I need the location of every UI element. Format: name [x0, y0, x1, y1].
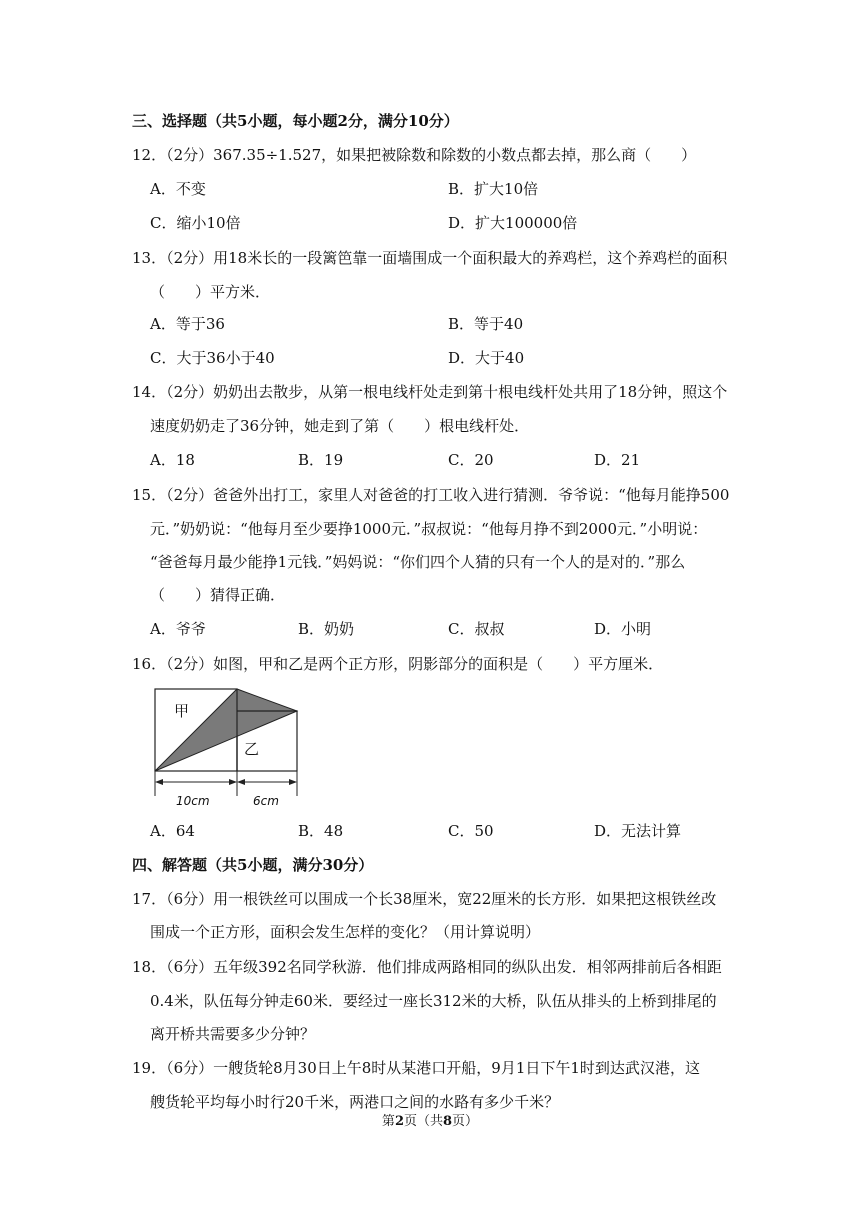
q12-option-d: D．扩大100000倍 — [448, 214, 578, 232]
page-total: 8 — [443, 1114, 453, 1129]
q13-option-d: D．大于40 — [448, 349, 525, 367]
question-19-stem-line2: 艘货轮平均每小时行20千米，两港口之间的水路有多少千米？ — [150, 1093, 560, 1111]
q12-option-c: C．缩小10倍 — [150, 214, 241, 232]
q14-option-a: A．18 — [150, 451, 195, 469]
question-17-stem-line1: 17．（6分）用一根铁丝可以围成一个长38厘米，宽22厘米的长方形．如果把这根铁丝改 — [132, 890, 717, 908]
question-13-stem-line1: 13．（2分）用18米长的一段篱笆靠一面墙围成一个面积最大的养鸡栏，这个养鸡栏的面积 — [132, 249, 728, 267]
q16-option-c: C．50 — [448, 822, 494, 840]
q15-option-a: A．爷爷 — [150, 620, 206, 638]
question-17-stem-line2: 围成一个正方形，面积会发生怎样的变化？（用计算说明） — [150, 923, 541, 941]
page-footer: 第2页（共8页） — [381, 1114, 479, 1129]
q15-option-b: B．奶奶 — [298, 620, 355, 638]
q13-option-b: B．等于40 — [448, 315, 524, 333]
question-16-stem: 16．（2分）如图，甲和乙是两个正方形，阴影部分的面积是（ ）平方厘米． — [132, 655, 664, 673]
squares-figure — [150, 686, 310, 812]
section-title-choice: 三、选择题（共5小题，每小题2分，满分10分） — [132, 112, 459, 130]
q13-option-c: C．大于36小于40 — [150, 349, 275, 367]
q16-option-a: A．64 — [150, 822, 195, 840]
q14-option-d: D．21 — [594, 451, 641, 469]
question-18-stem-line1: 18．（6分）五年级392名同学秋游．他们排成两路相同的纵队出发．相邻两排前后各相距 — [132, 958, 722, 976]
q15-option-c: C．叔叔 — [448, 620, 505, 638]
dimension-label-left: 10cm — [176, 794, 210, 808]
q16-option-d: D．无法计算 — [594, 822, 682, 840]
section-title-answer: 四、解答题（共5小题，满分30分） — [132, 856, 374, 874]
question-19-stem-line1: 19．（6分）一艘货轮8月30日上午8时从某港口开船，9月1日下午1时到达武汉港，这 — [132, 1059, 700, 1077]
label-jia: 甲 — [174, 702, 190, 720]
question-14-stem-line2: 速度奶奶走了36分钟，她走到了第（ ）根电线杆处． — [150, 417, 530, 435]
q14-option-c: C．20 — [448, 451, 494, 469]
question-13-stem-line2: （ ）平方米． — [150, 283, 271, 301]
question-14-stem-line1: 14．（2分）奶奶出去散步，从第一根电线杆处走到第十根电线杆处共用了18分钟，照这个 — [132, 383, 728, 401]
question-18-stem-line2: 0.4米，队伍每分钟走60米．要经过一座长312米的大桥，队伍从排头的上桥到排尾的 — [150, 992, 717, 1010]
dimension-label-right: 6cm — [253, 794, 279, 808]
q16-option-b: B．48 — [298, 822, 344, 840]
page-number: 2 — [394, 1114, 404, 1129]
question-12-stem: 12．（2分）367.35÷1.527，如果把被除数和除数的小数点都去掉，那么商（ ） — [132, 146, 697, 164]
question-15-stem-line1: 15．（2分）爸爸外出打工，家里人对爸爸的打工收入进行猜测．爷爷说：“他每月能挣500 — [132, 486, 730, 504]
q12-option-a: A．不变 — [150, 180, 206, 198]
label-yi: 乙 — [244, 740, 260, 758]
q12-option-b: B．扩大10倍 — [448, 180, 539, 198]
question-18-stem-line3: 离开桥共需要多少分钟？ — [150, 1025, 316, 1043]
question-15-stem-line4: （ ）猜得正确． — [150, 586, 286, 604]
q14-option-b: B．19 — [298, 451, 344, 469]
q15-option-d: D．小明 — [594, 620, 652, 638]
q13-option-a: A．等于36 — [150, 315, 225, 333]
question-15-stem-line2: 元．”奶奶说：“他每月至少要挣1000元．”叔叔说：“他每月挣不到2000元．”小明说： — [150, 520, 708, 538]
question-15-stem-line3: “爸爸每月最少能挣1元钱．”妈妈说：“你们四个人猜的只有一个人的是对的．”那么 — [150, 553, 686, 571]
